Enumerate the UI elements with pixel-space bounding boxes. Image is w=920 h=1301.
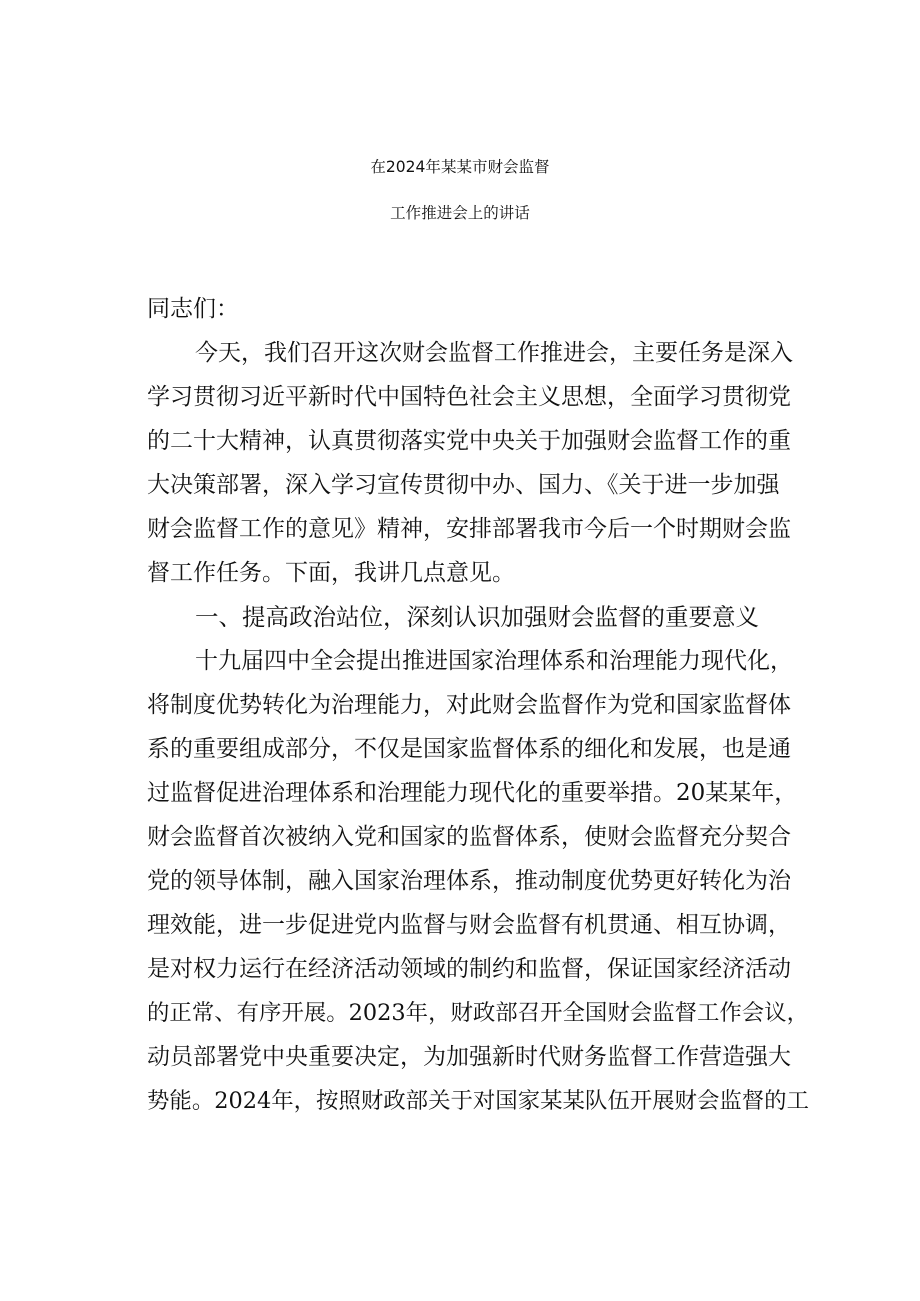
section-heading: 一、提高政治站位，深刻认识加强财会监督的重要意义 <box>195 603 759 631</box>
salutation: 同志们： <box>147 296 239 322</box>
section-line-3: 系的重要组成部分，不仅是国家监督体系的细化和发展，也是通 <box>147 736 791 762</box>
section-line-5: 财会监督首次被纳入党和国家的监督体系，使财会监督充分契合 <box>147 824 791 850</box>
section-line-10: 动员部署党中央重要决定，为加强新时代财务监督工作营造强大 <box>147 1044 791 1070</box>
intro-line-5: 财会监督工作的意见》精神，安排部署我市今后一个时期财会监 <box>147 516 791 542</box>
section-line-4: 过监督促进治理体系和治理能力现代化的重要举措。20某某年， <box>147 780 798 806</box>
section-line-8: 是对权力运行在经济活动领域的制约和监督，保证国家经济活动 <box>147 956 791 982</box>
intro-line-2: 学习贯彻习近平新时代中国特色社会主义思想，全面学习贯彻党 <box>147 384 791 410</box>
intro-line-3: 的二十大精神，认真贯彻落实党中央关于加强财会监督工作的重 <box>147 428 791 454</box>
section-line-11: 势能。2024年，按照财政部关于对国家某某队伍开展财会监督的工 <box>147 1088 809 1114</box>
intro-line-4: 大决策部署，深入学习宣传贯彻中办、国力、《关于进一步加强 <box>147 472 780 498</box>
section-line-6: 党的领导体制，融入国家治理体系，推动制度优势更好转化为治 <box>147 868 791 894</box>
section-line-7: 理效能，进一步促进党内监督与财会监督有机贯通、相互协调， <box>147 912 791 938</box>
document-title-line-1: 在2024年某某市财会监督 <box>370 158 550 176</box>
intro-line-1: 今天，我们召开这次财会监督工作推进会，主要任务是深入 <box>195 340 793 366</box>
section-line-2: 将制度优势转化为治理能力，对此财会监督作为党和国家监督体 <box>147 692 791 718</box>
document-title-line-2: 工作推进会上的讲话 <box>390 204 530 222</box>
intro-line-6: 督工作任务。下面，我讲几点意见。 <box>147 560 515 586</box>
section-line-9: 的正常、有序开展。2023年，财政部召开全国财会监督工作会议， <box>147 1000 809 1026</box>
section-line-1: 十九届四中全会提出推进国家治理体系和治理能力现代化， <box>195 648 793 674</box>
